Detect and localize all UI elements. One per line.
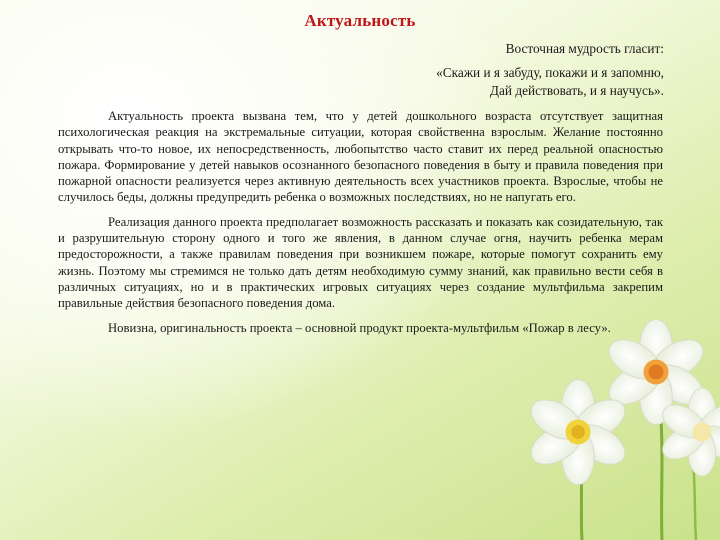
paragraph-novelty: Новизна, оригинальность проекта – основной продукт проекта-мультфильм «Пожар в лесу». [108, 320, 611, 335]
daffodil-illustration [490, 320, 720, 540]
epigraph-quote-line-2: Дай действовать, и я научусь». [489, 83, 664, 98]
epigraph-quote-line-1: «Скажи и я забуду, покажи и я запомню, [436, 65, 664, 80]
paragraph-implementation: Реализация данного проекта предполагает возможность рассказать и показать как созидательную, так и разрушительную сторону одного и того же явления, в данном случае огня, научить ребенка мерам предосторожности, а также правилам поведения при возникшем пожаре, которые помогут сохранить ему жизнь. Поэтому мы стремимся не только дать детям необходимую сумму знаний, как правильно вести себя в различных ситуациях, но и в практических игровых ситуациях через создание мультфильма закрепим правильные действия безопасного поведения дома. [58, 214, 663, 311]
epigraph [436, 40, 664, 100]
body-text [58, 108, 663, 344]
page-title: Актуальность [304, 11, 416, 30]
epigraph-intro: Восточная мудрость гласит: [505, 41, 664, 56]
paragraph-relevance: Актуальность проекта вызвана тем, что у детей дошкольного возраста отсутствует защитная психологическая реакция на экстремальные ситуации, которая свойственна взрослым. Желание постоянно открывать что-то новое, их непосредственность, любопытство часто ставит их перед реальной опасностью пожара. Формирование у детей навыков осознанного безопасного поведения в быту и правила поведения при пожарной опасности реализуется через активную деятельность всех участников проекта. Взрослые, чтобы не случилось беды, должны предупредить ребенка о возможных последствиях, но не напугать его. [58, 109, 663, 205]
